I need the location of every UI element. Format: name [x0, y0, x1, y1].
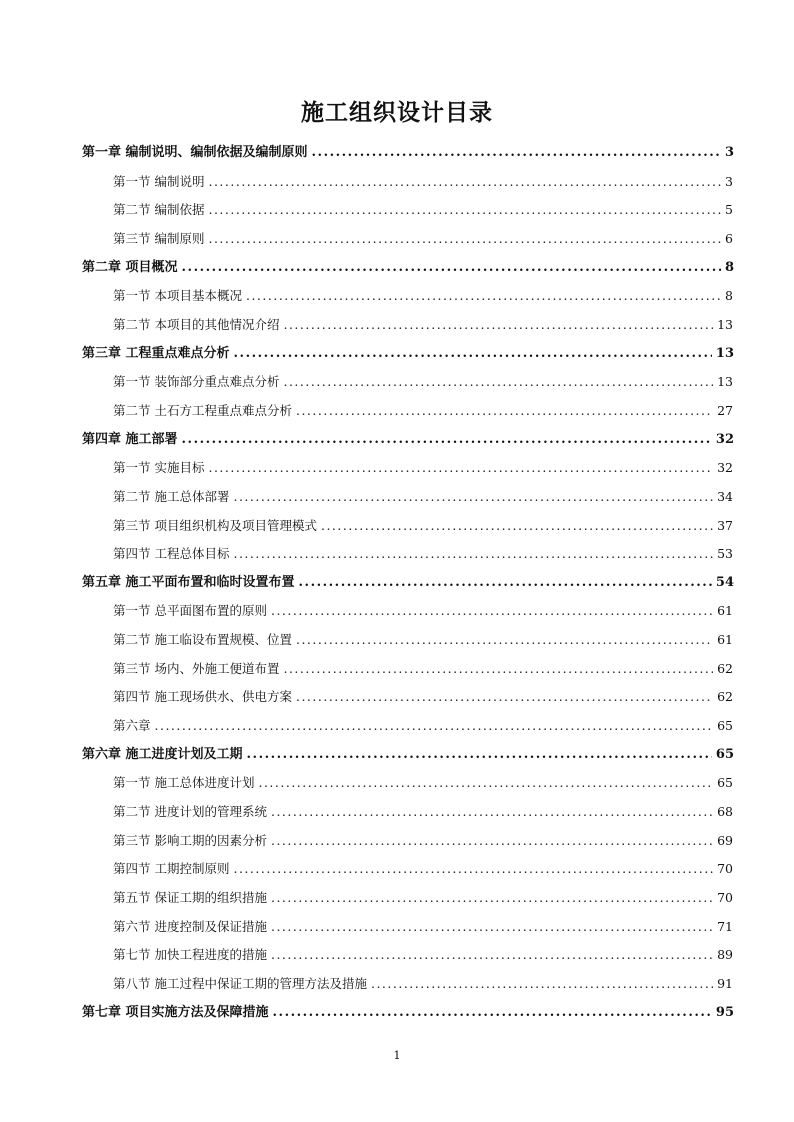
toc-section-entry[interactable] — [113, 859, 733, 879]
toc-entry-label: 第一节 编制说明 — [113, 173, 205, 189]
toc-entry-label: 第一节 装饰部分重点难点分析 — [113, 374, 280, 390]
toc-entry-label: 第二节 进度计划的管理系统 — [113, 803, 267, 819]
toc-chapter-entry[interactable] — [82, 573, 734, 593]
toc-entry-label: 第五节 保证工期的组织措施 — [113, 889, 267, 905]
toc-leader-dots — [271, 802, 713, 822]
toc-entry-label: 第三节 编制原则 — [113, 230, 205, 246]
toc-entry-page: 62 — [717, 660, 733, 676]
toc-leader-dots — [321, 516, 713, 536]
toc-leader-dots — [155, 716, 714, 736]
toc-entry-page: 70 — [717, 889, 733, 905]
toc-section-entry[interactable] — [113, 888, 733, 908]
toc-entry-label: 第六章 — [113, 718, 151, 733]
toc-leader-dots — [182, 258, 721, 278]
toc-entry-page: 8 — [724, 259, 734, 275]
toc-entry-label: 第三节 影响工期的因素分析 — [113, 832, 267, 848]
toc-section-entry[interactable] — [113, 917, 733, 937]
toc-leader-dots — [271, 831, 713, 851]
toc-section-entry[interactable] — [113, 372, 733, 392]
toc-leader-dots — [283, 659, 713, 679]
toc-entry-page: 53 — [717, 546, 733, 562]
toc-chapter-entry[interactable] — [82, 745, 734, 765]
toc-entry-page: 32 — [715, 431, 734, 447]
toc-entry-label: 第一节 总平面图布置的原则 — [113, 603, 267, 619]
toc-entry-page: 89 — [717, 947, 733, 963]
toc-entry-label: 第二节 施工临设布置规模、位置 — [113, 632, 292, 647]
toc-entry-label: 第四节 工期控制原则 — [113, 861, 230, 877]
toc-entry-page: 6 — [725, 230, 733, 246]
toc-section-entry[interactable] — [113, 974, 733, 994]
toc-entry-label: 第二节 本项目的其他情况介绍 — [113, 316, 280, 332]
toc-entry-page: 13 — [715, 345, 734, 361]
toc-section-entry[interactable] — [113, 487, 733, 507]
toc-leader-dots — [283, 372, 713, 392]
toc-entry-page: 13 — [717, 316, 733, 332]
toc-leader-dots — [182, 430, 712, 450]
toc-entry-label: 第二节 土石方工程重点难点分析 — [113, 402, 292, 418]
toc-leader-dots — [208, 458, 713, 478]
toc-section-entry[interactable] — [113, 802, 733, 822]
toc-section-entry[interactable] — [113, 229, 733, 249]
toc-leader-dots — [271, 945, 713, 965]
toc-leader-dots — [233, 487, 713, 507]
toc-chapter-entry[interactable] — [82, 258, 734, 278]
toc-entry-label: 第一节 施工总体进度计划 — [113, 775, 255, 791]
toc-entry-page: 68 — [717, 803, 733, 819]
toc-entry-page: 5 — [725, 202, 733, 218]
toc-entry-label: 第四章 施工部署 — [82, 431, 178, 447]
toc-section-entry[interactable] — [113, 458, 733, 478]
toc-entry-page: 65 — [715, 746, 734, 762]
toc-leader-dots — [234, 344, 712, 364]
toc-leader-dots — [247, 745, 712, 765]
toc-entry-label: 第六节 进度控制及保证措施 — [113, 918, 267, 934]
toc-entry-label: 第三节 项目组织机构及项目管理模式 — [113, 517, 317, 533]
toc-entry-page: 34 — [717, 488, 733, 504]
toc-entry-page: 3 — [724, 145, 734, 160]
toc-chapter-entry[interactable] — [82, 143, 734, 163]
toc-section-entry[interactable] — [113, 630, 733, 650]
toc-entry-page: 8 — [725, 288, 733, 304]
toc-section-entry[interactable] — [113, 315, 733, 335]
toc-section-entry[interactable] — [113, 716, 733, 736]
toc-entry-label: 第四节 施工现场供水、供电方案 — [113, 689, 292, 705]
toc-entry-label: 第七章 项目实施方法及保障措施 — [82, 1004, 269, 1020]
toc-section-entry[interactable] — [113, 544, 733, 564]
toc-entry-label: 第二节 施工总体部署 — [113, 488, 230, 504]
document-title: 施工组织设计目录 — [301, 99, 493, 126]
toc-entry-page: 70 — [717, 861, 733, 877]
toc-entry-label: 第五章 施工平面布置和临时设置布置 — [82, 574, 295, 590]
toc-leader-dots — [208, 229, 721, 249]
toc-leader-dots — [283, 315, 713, 335]
toc-section-entry[interactable] — [113, 200, 733, 220]
toc-leader-dots — [296, 401, 713, 421]
toc-section-entry[interactable] — [113, 401, 733, 421]
toc-entry-page: 32 — [717, 460, 733, 476]
toc-section-entry[interactable] — [113, 773, 733, 793]
toc-entry-label: 第二章 项目概况 — [82, 259, 178, 275]
toc-leader-dots — [208, 200, 721, 220]
toc-entry-page: 91 — [717, 975, 733, 991]
toc-section-entry[interactable] — [113, 831, 733, 851]
toc-leader-dots — [271, 888, 713, 908]
toc-entry-page: 61 — [717, 603, 733, 619]
toc-entry-page: 65 — [717, 775, 733, 791]
toc-entry-label: 第六章 施工进度计划及工期 — [82, 746, 243, 762]
toc-leader-dots — [208, 172, 721, 192]
toc-entry-label: 第三章 工程重点难点分析 — [82, 345, 230, 361]
toc-leader-dots — [271, 917, 713, 937]
toc-section-entry[interactable] — [113, 516, 733, 536]
toc-section-entry[interactable] — [113, 687, 733, 707]
toc-section-entry[interactable] — [113, 659, 733, 679]
toc-entry-page: 54 — [715, 574, 734, 590]
toc-entry-page: 71 — [717, 918, 733, 934]
toc-entry-page: 37 — [717, 517, 733, 533]
toc-leader-dots — [258, 773, 713, 793]
toc-leader-dots — [246, 286, 721, 306]
toc-entry-label: 第三节 场内、外施工便道布置 — [113, 660, 280, 676]
toc-leader-dots — [296, 687, 713, 707]
toc-section-entry[interactable] — [113, 945, 733, 965]
toc-leader-dots — [233, 544, 713, 564]
toc-leader-dots — [299, 573, 712, 593]
toc-entry-label: 第一章 编制说明、编制依据及编制原则 — [82, 145, 308, 160]
toc-leader-dots — [271, 601, 713, 621]
toc-chapter-entry[interactable] — [82, 1003, 734, 1023]
toc-entry-label: 第一节 实施目标 — [113, 460, 205, 476]
page-number: 1 — [393, 1049, 401, 1062]
toc-leader-dots — [273, 1003, 712, 1023]
toc-entry-page: 3 — [725, 173, 733, 189]
toc-entry-label: 第七节 加快工程进度的措施 — [113, 947, 267, 963]
toc-entry-page: 95 — [715, 1004, 734, 1020]
toc-entry-label: 第一节 本项目基本概况 — [113, 288, 242, 304]
toc-leader-dots — [312, 143, 721, 163]
toc-section-entry[interactable] — [113, 286, 733, 306]
toc-entry-page: 62 — [717, 689, 733, 705]
toc-leader-dots — [296, 630, 713, 650]
toc-entry-page: 27 — [717, 402, 733, 418]
toc-section-entry[interactable] — [113, 601, 733, 621]
toc-chapter-entry[interactable] — [82, 430, 734, 450]
toc-entry-label: 第八节 施工过程中保证工期的管理方法及措施 — [113, 975, 367, 991]
toc-entry-page: 13 — [717, 374, 733, 390]
toc-entry-label: 第四节 工程总体目标 — [113, 546, 230, 562]
toc-section-entry[interactable] — [113, 172, 733, 192]
toc-entry-page: 61 — [717, 632, 733, 647]
toc-chapter-entry[interactable] — [82, 344, 734, 364]
toc-leader-dots — [233, 859, 713, 879]
toc-entry-page: 65 — [717, 718, 733, 733]
toc-entry-page: 69 — [717, 832, 733, 848]
toc-leader-dots — [371, 974, 713, 994]
toc-entry-label: 第二节 编制依据 — [113, 202, 205, 218]
